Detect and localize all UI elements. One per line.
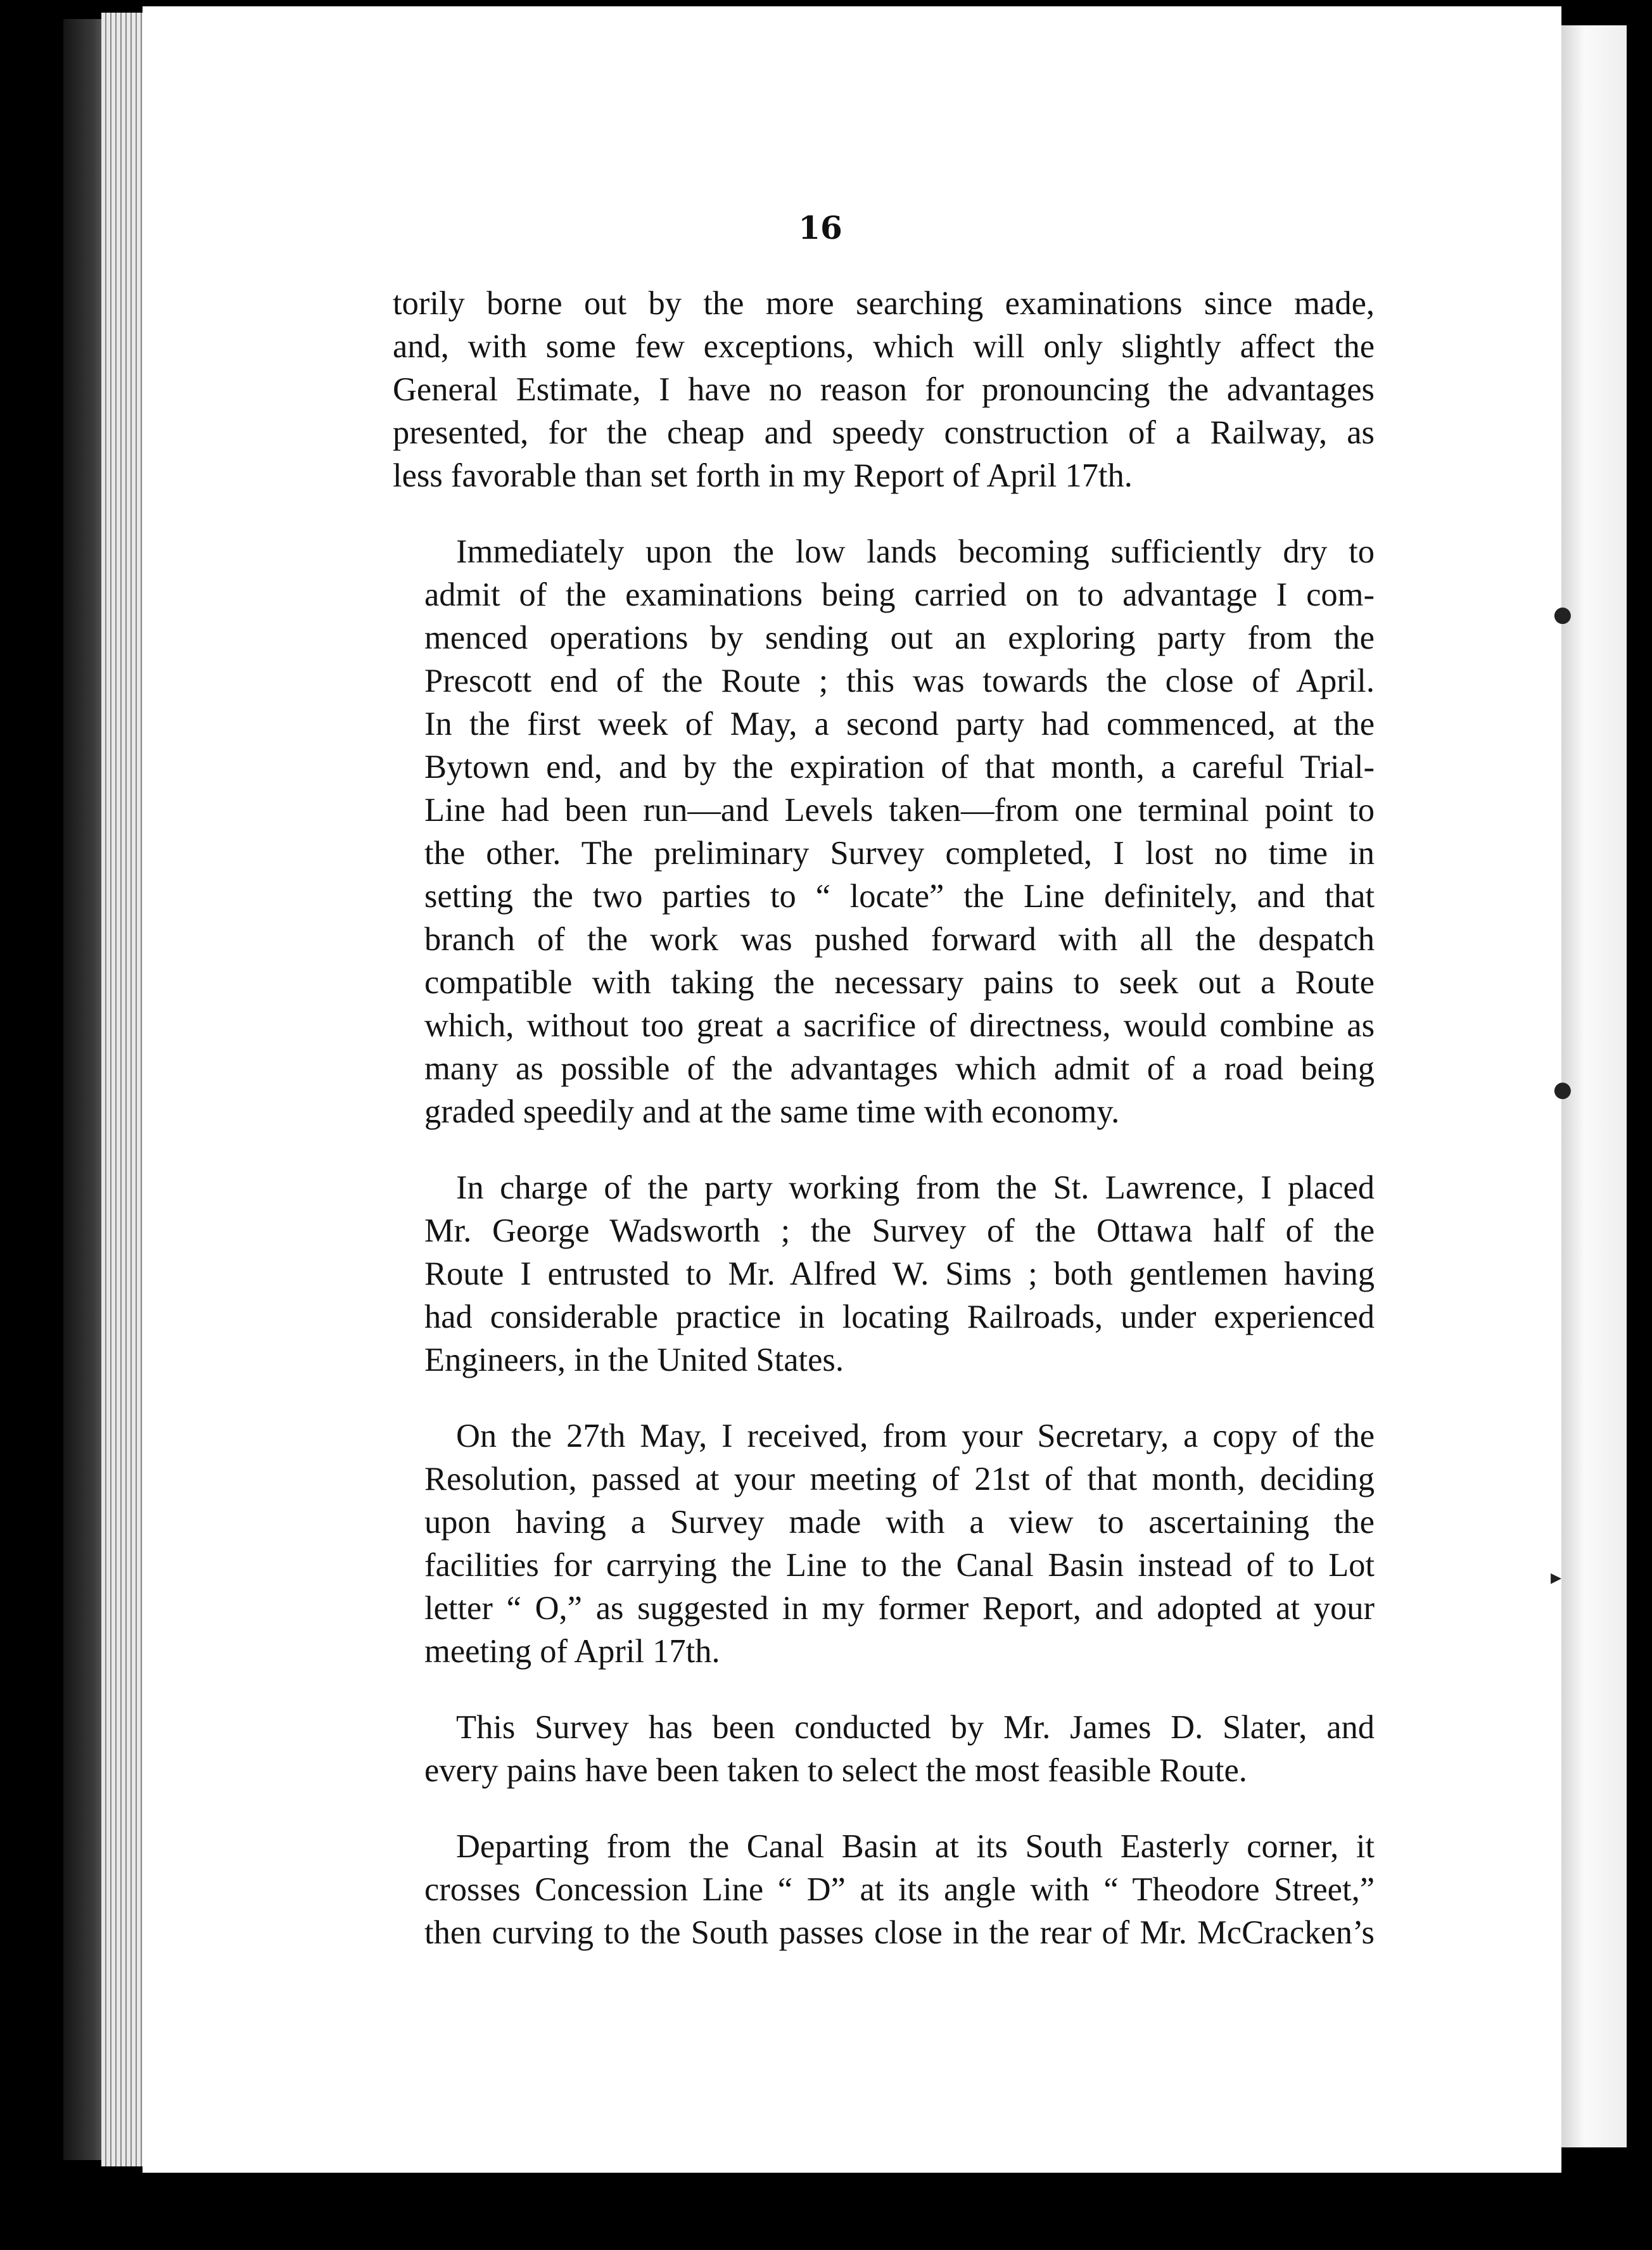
text-line: Line had been run—and Levels taken—from one terminal point to [424, 792, 1375, 829]
text-line: upon having a Survey made with a view to ascertaining the [424, 1504, 1375, 1541]
body-text [393, 282, 1375, 1954]
paragraph [393, 530, 1375, 1133]
text-line: menced operations by sending out an exploring party from the [424, 620, 1375, 656]
text-line: compatible with taking the necessary pains to seek out a Route [424, 964, 1375, 1001]
text-line: graded speedily and at the same time with economy. [424, 1093, 1120, 1130]
paragraph [393, 1166, 1375, 1382]
text-line: Mr. George Wadsworth ; the Survey of the Ottawa half of the [424, 1212, 1375, 1249]
text-line: facilities for carrying the Line to the Canal Basin instead of to Lot [424, 1547, 1375, 1584]
text-line: Departing from the Canal Basin at its South Easterly corner, it [456, 1828, 1375, 1865]
page-number: 16 [798, 209, 842, 246]
text-line: Prescott end of the Route ; this was towards the close of April. [424, 663, 1375, 699]
text-line: In the first week of May, a second party had commenced, at the [424, 706, 1375, 742]
text-line: had considerable practice in locating Railroads, under experienced [424, 1299, 1375, 1335]
left-page-stack [101, 13, 146, 2166]
paragraph [393, 282, 1375, 497]
text-line: less favorable than set forth in my Report of April 17th. [393, 457, 1133, 494]
text-line: In charge of the party working from the St. Lawrence, I placed [456, 1169, 1375, 1206]
text-line: torily borne out by the more searching examinations since made, [393, 285, 1375, 322]
text-line: letter “ O,” as suggested in my former Report, and adopted at your [424, 1590, 1375, 1627]
text-line: setting the two parties to “ locate” the Line definitely, and that [424, 878, 1375, 915]
text-line: then curving to the South passes close in the rear of Mr. McCracken’s [424, 1914, 1375, 1951]
text-line: General Estimate, I have no reason for pronouncing the advantages [393, 371, 1375, 408]
text-line: This Survey has been conducted by Mr. James D. Slater, and [456, 1709, 1375, 1746]
text-line: Bytown end, and by the expiration of that month, a careful Trial- [424, 749, 1375, 785]
text-line: On the 27th May, I received, from your Secretary, a copy of the [456, 1418, 1375, 1454]
text-line: many as possible of the advantages which admit of a road being [424, 1050, 1375, 1087]
text-line: every pains have been taken to select the most feasible Route. [424, 1752, 1247, 1789]
text-line: meeting of April 17th. [424, 1633, 720, 1670]
text-line: and, with some few exceptions, which will only slightly affect the [393, 328, 1375, 365]
text-line: crosses Concession Line “ D” at its angle with “ Theodore Street,” [424, 1871, 1375, 1908]
binding-hole-mark: ▸ [1551, 1565, 1562, 1590]
text-line: admit of the examinations being carried on to advantage I com- [424, 576, 1375, 613]
binding-hole-mark: ● [1553, 1077, 1572, 1102]
text-line: Immediately upon the low lands becoming sufficiently dry to [456, 533, 1375, 570]
paragraph [393, 1825, 1375, 1954]
text-line: which, without too great a sacrifice of directness, would combine as [424, 1007, 1375, 1044]
text-line: presented, for the cheap and speedy construction of a Railway, as [393, 414, 1375, 451]
paragraph [393, 1706, 1375, 1792]
text-line: Route I entrusted to Mr. Alfred W. Sims ; both gentlemen having [424, 1255, 1375, 1292]
text-line: Engineers, in the United States. [424, 1342, 844, 1378]
text-line: Resolution, passed at your meeting of 21st of that month, deciding [424, 1461, 1375, 1497]
text-line: branch of the work was pushed forward with all the despatch [424, 921, 1375, 958]
binding-hole-mark: ● [1553, 602, 1572, 627]
text-line: the other. The preliminary Survey completed, I lost no time in [424, 835, 1375, 872]
paragraph [393, 1414, 1375, 1673]
